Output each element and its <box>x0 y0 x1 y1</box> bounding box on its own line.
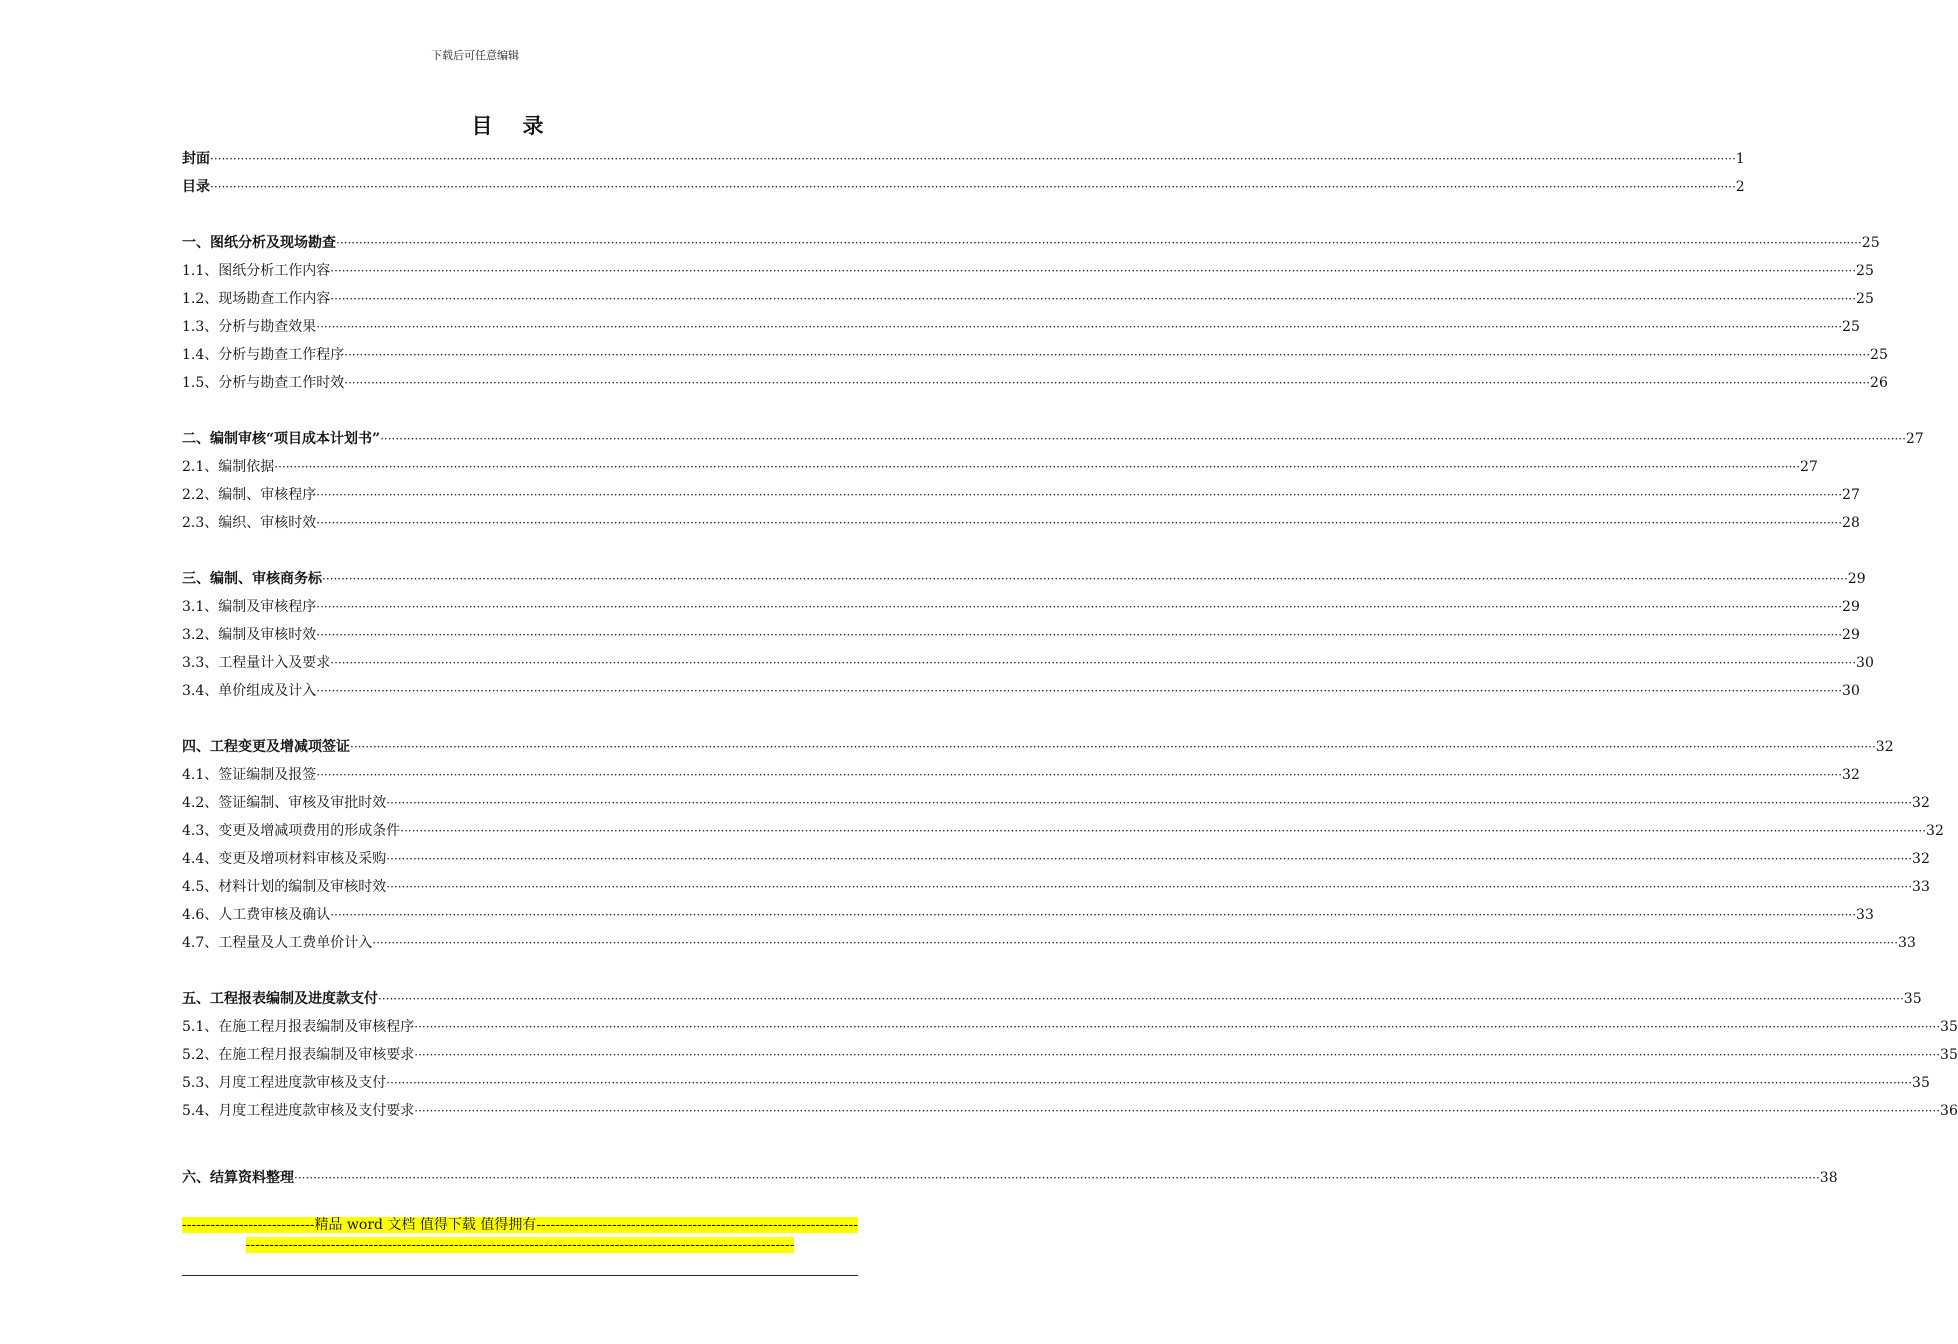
toc-section-entry[interactable] <box>182 229 1880 257</box>
toc-leader-dots: ················································································································································································································································································································································································································ <box>372 936 1899 950</box>
toc-leader-dots: ················································································································································································································································································································································································································ <box>336 236 1862 250</box>
toc-entry-page: 32 <box>1912 851 1930 867</box>
toc-leader-dots: ················································································································································································································································································································································································································ <box>386 796 1913 810</box>
toc-entry-title: 3.4、单价组成及计入 <box>182 683 317 699</box>
toc-subsection-entry[interactable] <box>182 369 1888 397</box>
toc-entry-page: 27 <box>1905 431 1924 447</box>
toc-entry-page: 33 <box>1898 935 1916 951</box>
toc-leader-dots: ················································································································································································································································································································································································································ <box>386 880 1913 894</box>
toc-leader-dots: ················································································································································································································································································································································································································ <box>330 656 1857 670</box>
toc-entry-title: 1.3、分析与勘查效果 <box>182 319 317 335</box>
toc-entry-title: 4.1、签证编制及报签 <box>182 767 317 783</box>
toc-entry-page: 26 <box>1870 375 1888 391</box>
toc-entry-title: 4.7、工程量及人工费单价计入 <box>182 935 373 951</box>
toc-leader-dots: ················································································································································································································································································································································································································ <box>344 348 1871 362</box>
toc-entry-title: 二、编制审核“项目成本计划书” <box>182 431 381 447</box>
toc-entry-title: 3.1、编制及审核程序 <box>182 599 317 615</box>
toc-entry-title: 三、编制、审核商务标 <box>182 571 322 587</box>
document-title: 目录 <box>471 113 574 138</box>
toc-leader-dots: ················································································································································································································································································································································································································ <box>316 320 1843 334</box>
toc-entry-title: 五、工程报表编制及进度款支付 <box>182 991 378 1007</box>
toc-entry-page: 28 <box>1842 515 1860 531</box>
toc-spacer <box>182 957 822 985</box>
toc-entry-title: 4.4、变更及增项材料审核及采购 <box>182 851 387 867</box>
toc-entry-title: 封面 <box>182 151 210 167</box>
toc-entry-page: 32 <box>1926 823 1944 839</box>
table-of-contents <box>182 145 1958 1192</box>
toc-section-entry[interactable] <box>182 425 1924 453</box>
toc-subsection-entry[interactable] <box>182 845 1930 873</box>
toc-leader-dots: ················································································································································································································································································································································································································ <box>316 628 1843 642</box>
toc-entry-page: 27 <box>1842 487 1860 503</box>
toc-entry-page: 35 <box>1940 1019 1958 1035</box>
toc-spacer <box>182 1125 822 1164</box>
toc-leader-dots: ················································································································································································································································································································································································································ <box>210 152 1736 166</box>
toc-entry-title: 5.3、月度工程进度款审核及支付 <box>182 1075 387 1091</box>
toc-leader-dots: ················································································································································································································································································································································································································ <box>350 740 1876 754</box>
toc-leader-dots: ················································································································································································································································································································································································································ <box>344 376 1871 390</box>
toc-entry-page: 36 <box>1940 1103 1958 1119</box>
toc-subsection-entry[interactable] <box>182 509 1860 537</box>
toc-leader-dots: ················································································································································································································································································································································································································ <box>316 768 1843 782</box>
toc-entry-title: 1.5、分析与勘查工作时效 <box>182 375 345 391</box>
toc-leader-dots: ················································································································································································································································································································································································································ <box>316 600 1843 614</box>
page-header-note: 下载后可任意编辑 <box>431 49 519 62</box>
toc-spacer <box>182 537 822 565</box>
toc-leader-dots: ················································································································································································································································································································································································································ <box>386 852 1913 866</box>
toc-entry-title: 5.4、月度工程进度款审核及支付要求 <box>182 1103 415 1119</box>
toc-entry-title: 2.1、编制依据 <box>182 459 275 475</box>
toc-subsection-entry[interactable] <box>182 341 1888 369</box>
toc-entry-page: 25 <box>1861 235 1880 251</box>
toc-spacer <box>182 705 822 733</box>
toc-entry-title: 3.2、编制及审核时效 <box>182 627 317 643</box>
toc-entry-page: 33 <box>1856 907 1874 923</box>
toc-leader-dots: ················································································································································································································································································································································································································ <box>316 488 1843 502</box>
toc-spacer <box>182 201 822 229</box>
toc-entry-page: 38 <box>1819 1170 1838 1186</box>
toc-subsection-entry[interactable] <box>182 1041 1958 1069</box>
toc-entry-title: 3.3、工程量计入及要求 <box>182 655 331 671</box>
toc-leader-dots: ················································································································································································································································································································································································································ <box>322 572 1848 586</box>
toc-entry-page: 35 <box>1940 1047 1958 1063</box>
toc-entry-page: 25 <box>1856 263 1874 279</box>
toc-leader-dots: ················································································································································································································································································································································································································ <box>330 908 1857 922</box>
toc-leader-dots: ················································································································································································································································································································································································································ <box>414 1048 1941 1062</box>
toc-subsection-entry[interactable] <box>182 649 1874 677</box>
toc-subsection-entry[interactable] <box>182 873 1930 901</box>
toc-leader-dots: ················································································································································································································································································································································································································ <box>380 432 1906 446</box>
toc-leader-dots: ················································································································································································································································································································································································································ <box>330 292 1857 306</box>
toc-entry-page: 1 <box>1735 151 1745 167</box>
toc-subsection-entry[interactable] <box>182 817 1944 845</box>
toc-subsection-entry[interactable] <box>182 1097 1958 1125</box>
toc-subsection-entry[interactable] <box>182 313 1860 341</box>
toc-subsection-entry[interactable] <box>182 257 1874 285</box>
toc-entry-page: 27 <box>1800 459 1818 475</box>
toc-subsection-entry[interactable] <box>182 285 1874 313</box>
toc-subsection-entry[interactable] <box>182 789 1930 817</box>
toc-leader-dots: ················································································································································································································································································································································································································ <box>414 1104 1941 1118</box>
toc-entry-title: 六、结算资料整理 <box>182 1170 294 1186</box>
toc-entry-title: 4.2、签证编制、审核及审批时效 <box>182 795 387 811</box>
toc-leader-dots: ················································································································································································································································································································································································································ <box>274 460 1801 474</box>
toc-entry-page: 29 <box>1842 627 1860 643</box>
toc-entry-title: 4.5、材料计划的编制及审核时效 <box>182 879 387 895</box>
toc-section-entry[interactable] <box>182 173 1745 201</box>
toc-entry-title: 2.3、编织、审核时效 <box>182 515 317 531</box>
toc-entry-page: 30 <box>1856 655 1874 671</box>
toc-entry-title: 4.3、变更及增减项费用的形成条件 <box>182 823 401 839</box>
toc-subsection-entry[interactable] <box>182 761 1860 789</box>
toc-subsection-entry[interactable] <box>182 481 1860 509</box>
toc-entry-page: 29 <box>1847 571 1866 587</box>
toc-entry-page: 29 <box>1842 599 1860 615</box>
toc-entry-title: 目录 <box>182 179 210 195</box>
toc-entry-page: 30 <box>1842 683 1860 699</box>
promo-banner <box>182 1215 858 1255</box>
toc-subsection-entry[interactable] <box>182 593 1860 621</box>
toc-section-entry[interactable] <box>182 1164 1838 1192</box>
toc-entry-page: 2 <box>1735 179 1745 195</box>
toc-entry-title: 四、工程变更及增减项签证 <box>182 739 350 755</box>
toc-subsection-entry[interactable] <box>182 621 1860 649</box>
toc-entry-title: 1.2、现场勘查工作内容 <box>182 291 331 307</box>
toc-subsection-entry[interactable] <box>182 901 1874 929</box>
toc-entry-title: 2.2、编制、审核程序 <box>182 487 317 503</box>
toc-entry-page: 32 <box>1912 795 1930 811</box>
toc-entry-title: 5.1、在施工程月报表编制及审核程序 <box>182 1019 415 1035</box>
toc-subsection-entry[interactable] <box>182 1069 1930 1097</box>
toc-entry-title: 1.1、图纸分析工作内容 <box>182 263 331 279</box>
toc-subsection-entry[interactable] <box>182 453 1818 481</box>
toc-entry-title: 1.4、分析与勘查工作程序 <box>182 347 345 363</box>
toc-entry-page: 25 <box>1842 319 1860 335</box>
toc-leader-dots: ················································································································································································································································································································································································································ <box>378 992 1904 1006</box>
toc-leader-dots: ················································································································································································································································································································································································································ <box>330 264 1857 278</box>
toc-leader-dots: ················································································································································································································································································································································································································ <box>210 180 1736 194</box>
toc-entry-page: 33 <box>1912 879 1930 895</box>
toc-subsection-entry[interactable] <box>182 929 1916 957</box>
toc-section-entry[interactable] <box>182 985 1922 1013</box>
toc-entry-page: 25 <box>1856 291 1874 307</box>
toc-section-entry[interactable] <box>182 733 1894 761</box>
toc-spacer <box>182 397 822 425</box>
footer-rule <box>182 1275 858 1276</box>
toc-leader-dots: ················································································································································································································································································································································································································ <box>414 1020 1941 1034</box>
toc-subsection-entry[interactable] <box>182 677 1860 705</box>
toc-entry-title: 一、图纸分析及现场勘查 <box>182 235 336 251</box>
toc-leader-dots: ················································································································································································································································································································································································································ <box>316 684 1843 698</box>
toc-leader-dots: ················································································································································································································································································································································································································ <box>386 1076 1913 1090</box>
toc-leader-dots: ················································································································································································································································································································································································································ <box>400 824 1927 838</box>
toc-entry-title: 4.6、人工费审核及确认 <box>182 907 331 923</box>
toc-leader-dots: ················································································································································································································································································································································································································ <box>316 516 1843 530</box>
toc-section-entry[interactable] <box>182 145 1745 173</box>
promo-banner-text: ----------------------------精品 word 文档 值得下载 值得拥有---------------------------------------------------------------------------------------------------------------------------------------------------------------------------------------- <box>182 1217 858 1253</box>
toc-entry-page: 32 <box>1842 767 1860 783</box>
toc-section-entry[interactable] <box>182 565 1866 593</box>
toc-subsection-entry[interactable] <box>182 1013 1958 1041</box>
toc-entry-page: 35 <box>1903 991 1922 1007</box>
toc-entry-page: 35 <box>1912 1075 1930 1091</box>
toc-leader-dots: ················································································································································································································································································································································································································ <box>294 1171 1820 1185</box>
toc-entry-title: 5.2、在施工程月报表编制及审核要求 <box>182 1047 415 1063</box>
toc-entry-page: 32 <box>1875 739 1894 755</box>
toc-entry-page: 25 <box>1870 347 1888 363</box>
